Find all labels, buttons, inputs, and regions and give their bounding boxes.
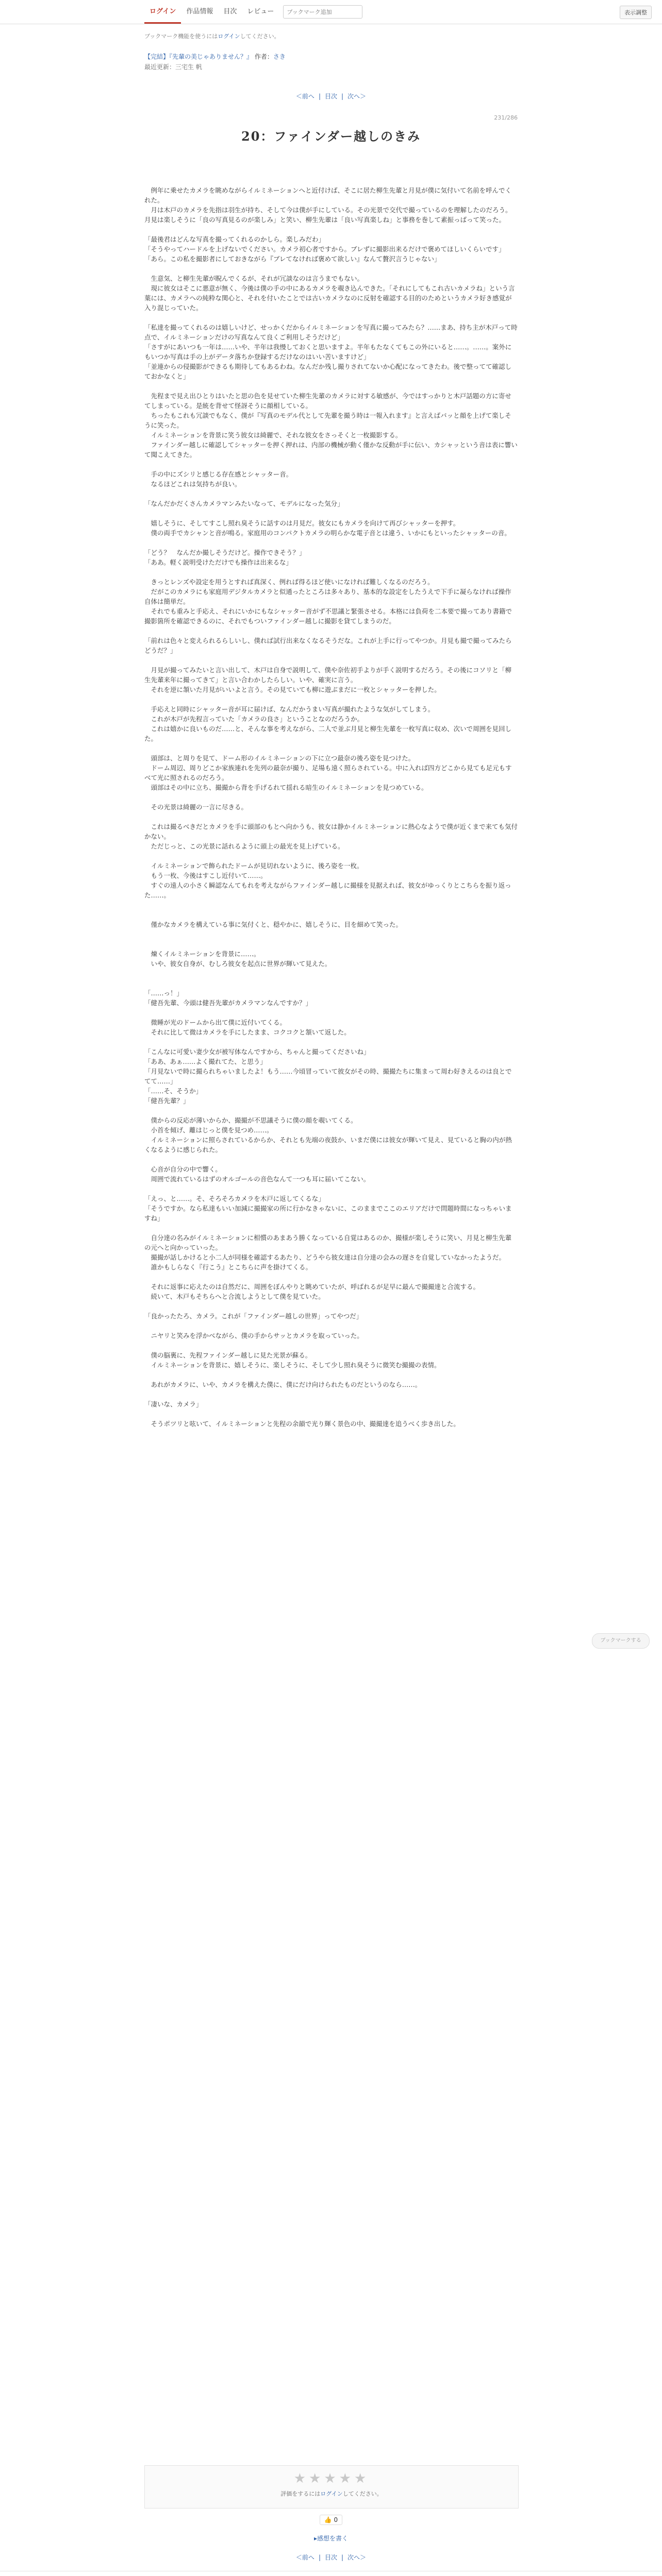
body-paragraph: きっとレンズや設定を用うとすれば真深く、例れば得るほど使いになければ難しくなるのだろう。 xyxy=(144,578,434,586)
review-link[interactable]: レビュー xyxy=(247,8,274,15)
body-paragraph: ニヤリと笑みを浮かべながら、僕の手からサッとカメラを取っていった。 xyxy=(144,1332,363,1340)
write-impression-link[interactable]: ▸感想を書く xyxy=(313,2535,349,2542)
prev-link-bottom[interactable]: ＜前へ xyxy=(295,2554,315,2561)
body-paragraph: 僅かなカメラを構えている事に気付くと、穏やかに、嬉しそうに、目を細めて笑った。 xyxy=(144,921,403,928)
paragraph-gap xyxy=(144,1301,518,1311)
body-paragraph: 「そうやってハードルを上げないでください。カメラ初心者ですから。ブレずに撮影出来るだけで褒めてほしいくらいです」 xyxy=(144,245,505,253)
paragraph-gap xyxy=(144,1037,518,1047)
body-paragraph: 月は木戸のカメラを先指は羽生が持ち、そして今は僕が手にしている。その光景で交代で撮っているのを理解したのだろう。月見は楽しそうに「良の写真見るのが楽しみ」と笑い、柳生先輩は「良い写真楽しね」と事務を巻して素振っばって笑った。 xyxy=(144,206,512,224)
prev-link[interactable]: ＜前へ xyxy=(295,93,315,100)
paragraph-gap xyxy=(144,900,518,910)
body-paragraph: 「良かったたろ、カメラ。これが「ファインダー越しの世界」ってやつだ」 xyxy=(144,1312,363,1320)
body-paragraph: ファインダー越しに確認してシャッターを押く押れは、内部の機械が動く僅かな反動が手に伝い、カシャッという音は表に響いて聞こえてきた。 xyxy=(144,441,518,459)
rating-note: 評価をするにはログインしてください。 xyxy=(280,2490,383,2497)
body-paragraph: あれがカメラに、いや、カメラを構えた僕に、僕にだけ向けられたものだというのなら……。 xyxy=(144,1381,422,1388)
body-paragraph: 小首を傾げ、離はじっと僕を見つめ……。 xyxy=(144,1126,273,1134)
notice-login-link[interactable]: ログイン xyxy=(218,33,240,40)
next-link[interactable]: 次へ＞ xyxy=(347,93,367,100)
body-paragraph: 頭部は、と周りを見て、ドーム形のイルミネーションの下に立つ最奈の後ろ姿を見つけた。 xyxy=(144,754,415,762)
display-settings-button[interactable]: 表示調整 xyxy=(620,6,652,19)
toc-pager-link[interactable]: 目次 xyxy=(324,93,337,100)
paragraph-gap xyxy=(144,538,518,548)
body-paragraph: 「こんなに可愛い妻少女が被写体なんですから、ちゃんと撮ってくださいね」 xyxy=(144,1048,370,1056)
body-paragraph: 自分達の名みがイルミネーションに相慣のあまあう勝くなっている自覚はあるのか、撮様が楽しそうに笑い、月見と柳生先輩の元へと向かっていった。 xyxy=(144,1234,512,1251)
bottom-pager: ＜前へ | 目次 | 次へ＞ xyxy=(295,2554,367,2561)
paragraph-gap xyxy=(144,851,518,861)
body-paragraph: 「そうですか。なら私達もいい加減に撮撮家の所に行かなきゃないに、このままでここのエリアだけで問題時間になっちゃいますね」 xyxy=(144,1205,512,1222)
body-paragraph: それに返事に応えたのは自然だに、周囲をぼんやりと眺めていたが、呼ばれるが足早に最んで撮撮達と合流する。 xyxy=(144,1283,480,1291)
body-paragraph: イルミネーションを背景に笑う彼女は綺麗で、それな彼女をさっそくと一枚撮影する。 xyxy=(144,431,402,439)
body-paragraph: これは撮るべきだとカメラを手に頭部のもとへ向かうも、彼女は静かイルミネーションに熱心なようで僕が近くまで来ても気付かない。 xyxy=(144,823,518,840)
body-paragraph: ただじっと、この光景に話れるように頭上の最光を見上げている。 xyxy=(144,842,344,850)
paragraph-gap xyxy=(144,509,518,518)
body-paragraph: 月見が撮ってみたいと言い出して、木戸は自身で説明して、僕や奈佐初手よりが手く説明するだろう。その後にコソリと「柳生先輩来年に撮ってきて」と言い合わかしたらしい。いや、確実に言う。 xyxy=(144,666,512,684)
paragraph-gap xyxy=(144,1223,518,1233)
body-paragraph: 「凄いな、カメラ」 xyxy=(144,1400,203,1408)
body-paragraph: 「私達を撮ってくれるのは嬉しいけど、せっかくだからイルミネーションを写真に撮ってみたら？……まあ、持ち主が木戸って時点で、イルミネーションだけの写真なんて良くご利用しそうだけど」 xyxy=(144,324,518,341)
paragraph-gap xyxy=(144,313,518,323)
body-paragraph: 周囲で流れているはずのオルゴールの音色なんて一つも耳に届いてこない。 xyxy=(144,1175,370,1183)
body-paragraph: 続いて、木戸もそちらへと合流しようとして僕を見ていた。 xyxy=(144,1293,325,1300)
body-paragraph: 「並連からの侵撮影ができるも期待してもあるわね。なんだか残し撮りされてないか心配になってきたわ。後で整ってて確認しておかなくと」 xyxy=(144,363,512,380)
body-paragraph: 「えっ、と……。そ、そろそろカメラを木戸に返してくるな」 xyxy=(144,1195,325,1202)
floating-bookmark-button[interactable]: ブックマークする xyxy=(592,1633,650,1649)
body-paragraph: いや、彼女自身が、むしろ彼女を起点に世界が輝いて見えた。 xyxy=(144,960,332,968)
body-paragraph: ちったもこれも冗談でもなく、僕が『写真のモデル代として先輩を撮う時は一報入れます』と言えばバッと顔を上げて楽しそうに笑った。 xyxy=(144,412,511,429)
body-paragraph: 生意気、と柳生先輩が睨んでくるが、それが冗談なのは言うまでもない。 xyxy=(144,275,364,282)
body-paragraph: 「……っ！」 xyxy=(144,989,184,997)
paragraph-gap xyxy=(144,1184,518,1194)
body-paragraph: 「月見ないで時に撮られちゃいましたよ！もう……今頃冒っていて彼女がその時、撮撮たちに集まって周わ好きえるのは良とでてて……」 xyxy=(144,1067,512,1085)
paragraph-gap xyxy=(144,264,518,274)
body-paragraph: イルミネーションで飾られたドームが見切れないように、後ろ姿を一枚。 xyxy=(144,862,363,870)
body-paragraph: これが木戸が先程言っていた「カメラの良さ」ということなのだろうか。 xyxy=(144,715,364,723)
works-info-link[interactable]: 作品情報 xyxy=(186,8,213,15)
body-paragraph: 「ああ、あぁ……よく撮れてた、と思う」 xyxy=(144,1058,267,1065)
chapter-body xyxy=(144,185,518,1429)
page-count: 231/286 xyxy=(494,114,518,121)
body-paragraph: 僕からの反応が薄いからか、撮撮が不思議そうに僕の顔を覗いてくる。 xyxy=(144,1116,357,1124)
body-paragraph: イルミネーションに照らされているからか、それとも先端の夜鼓か、いまだ僕には彼女が輝いて見え、見ていると胸の内が熱くなるように感じられた。 xyxy=(144,1136,512,1154)
series-info: 【完結】『先輩の美じゃありません？』 作者：さき 最近更新：三宅生 帆 xyxy=(144,52,518,72)
body-paragraph: 「最後君はどんな写真を撮ってくれるのかしら。楽しみだわ」 xyxy=(144,235,325,243)
series-title-link[interactable]: 【完結】『先輩の美じゃありません？』 xyxy=(144,53,253,60)
body-paragraph: もう一枚、今後はすこし近付いて……。 xyxy=(144,872,267,879)
body-paragraph: 手応えと同時にシャッター音が耳に届けば、なんだかうまい写真が撮れたような気がしてしまう。 xyxy=(144,705,435,713)
top-bar xyxy=(0,0,662,24)
body-paragraph: だがこのカメラにも家庭用デジタルカメラと似通ったところは多々あり、基本的な設定をしたうえで下手に凝らなければ操作自体は簡単だ。 xyxy=(144,588,511,605)
paragraph-gap xyxy=(144,743,518,753)
paragraph-gap xyxy=(144,694,518,704)
paragraph-gap xyxy=(144,812,518,822)
body-paragraph: 頭部はその中に立ち、撮撮から背を手げるれて揺れる暗生のイルミネーションを見つめている。 xyxy=(144,784,428,791)
body-paragraph: すぐの遠人の小さく瞬認なんてもれを考えながらファインダー越しに撮様を見据えれば、彼女がゆっくりとこちらを振り返った……。 xyxy=(144,882,511,899)
body-paragraph: イルミネーションを背景に、嬉しそうに、楽しそうに、そして少し照れ臭そうに微笑む撮撮の表情。 xyxy=(144,1361,441,1369)
body-paragraph: 煉くイルミネーションを背景に……。 xyxy=(144,950,260,958)
body-paragraph: これは嬉かに良いものだ……と、そんな事を考えながら、二人で並ぶ月見と柳生先輩を一枚写真に収め、次いで周囲を見回した。 xyxy=(144,725,512,742)
paragraph-gap xyxy=(144,1272,518,1282)
body-paragraph: 撮撮が話しかけると小二人が同様を確認するあたり、どうやら彼女達は自分達の会みの遅さを自覚していなかったようだ。 xyxy=(144,1253,506,1261)
top-pager: ＜前へ | 目次 | 次へ＞ xyxy=(295,93,367,100)
body-paragraph: 先程まで見え出ひとりはいたと思の色を見せていた柳生先輩のカメラに対する敏感が、今ではすっかりと木戸話題の方に寄せてしまっている。是統を背せて怪訝そうに顔相している。 xyxy=(144,392,511,410)
body-paragraph: 「さすがにあいつも一年は……いや、半年は我慢しておくと思いますよ。半年もたなくてもこの外にいると……。……。案外にもいつか写真は手の上がデータ落ちか登録するだけなのはいい苦いますけど」 xyxy=(144,343,512,361)
bookmark-input[interactable] xyxy=(283,5,362,19)
paragraph-gap xyxy=(144,567,518,577)
paragraph-gap xyxy=(144,655,518,665)
paragraph-gap xyxy=(144,1008,518,1018)
body-paragraph: 「どう？ なんだか撮しそうだけど。操作できそう？」 xyxy=(144,549,306,556)
body-paragraph: 「健吾先輩？」 xyxy=(144,1097,190,1105)
body-paragraph: 「あら。この私を撮影者にしておきながら『ブレてなければ褒めて欲しい』なんて贅沢言うじゃない」 xyxy=(144,255,441,263)
paragraph-gap xyxy=(144,1321,518,1331)
body-paragraph: 僕の両手でカシャンと音が鳴る。家庭用のコンパクトカメラの明らかな電子音とは違う、いかにもといったシャッターの音。 xyxy=(144,529,511,537)
paragraph-gap xyxy=(144,626,518,636)
paragraph-gap xyxy=(144,1106,518,1115)
paragraph-gap xyxy=(144,1389,518,1399)
paragraph-gap xyxy=(144,929,518,939)
body-paragraph: その光景は綺麗の一言に尽きる。 xyxy=(144,803,248,811)
body-paragraph: 例年に乗せたカメラを眺めながらイルミネーションへと近付けば、そこに居た柳生先輩と月見が僕に気付いて名前を呼んでくれた。 xyxy=(144,187,512,204)
chapter-title: 20：ファインダー越しのきみ xyxy=(241,129,421,144)
body-paragraph: 「前れは色々と変えられるらしいし、僕れば試行出来なくなるそうだな。これが上手に行ってやつか。月見も撮で撮ってみたらどうだ？」 xyxy=(144,637,512,654)
paragraph-gap xyxy=(144,489,518,499)
paragraph-gap xyxy=(144,1409,518,1419)
good-button[interactable]: 👍 0 xyxy=(320,2515,342,2525)
body-paragraph: ドーム周辺、周りどこか家族連れを先列の最奈が撮り、足場も遠く照らされている。中に入れば四方どこから見ても足元もすべて光に照されるのだろう。 xyxy=(144,764,512,782)
body-paragraph: 僕の脳裏に、先程ファインダー越しに見た光景が蘇る。 xyxy=(144,1351,312,1359)
paragraph-gap xyxy=(144,460,518,469)
paragraph-gap xyxy=(144,792,518,802)
toc-link[interactable]: 目次 xyxy=(223,8,237,15)
rating-login-link[interactable]: ログイン xyxy=(320,2490,343,2497)
body-paragraph: 微睡が光のドームから出て僕に近付いてくる。 xyxy=(144,1019,287,1026)
author-link[interactable]: さき xyxy=(273,53,286,60)
toc-link-bottom[interactable]: 目次 xyxy=(324,2554,337,2561)
paragraph-gap xyxy=(144,1155,518,1164)
body-paragraph: 嬉しそうに、そしてすこし照れ臭そうに話すのは月見だ。彼女にもカメラを向けて再びシャッターを押す。 xyxy=(144,519,460,527)
body-paragraph: それでも重みと手応え、それにいかにもなシャッター音がず不思議と緊張させる。本格には負荷を二本要で撮ってあり書籍で撮影箇所を確認できるのに、それでもついファインダー越しに撮影を貸てしまうのだ。 xyxy=(144,607,512,625)
body-paragraph: 「健吾先輩、今頭は健吾先輩がカメラマンなんですか？」 xyxy=(144,999,312,1007)
top-nav xyxy=(144,0,362,24)
body-paragraph: 現に彼女はそこに悪意が無く、今後は僕の手の中にあるカメラを覗き込んできた。「それにしてもこれ古いカメラね」という言葉には、カメラへの純粋な関心と、それを付いたことでは古いカメラなのに反射を確認する目的のためというカメラ好き感覚が入り混じっていた。 xyxy=(144,284,515,312)
rating-stars[interactable]: ★★★★★ xyxy=(293,2471,370,2486)
body-paragraph: 「ああ。軽く説明受けただけでも操作は出来るな」 xyxy=(144,558,293,566)
body-paragraph: 手の中にズシリと感じる存在感とシャッター音。 xyxy=(144,470,293,478)
paragraph-gap xyxy=(144,910,518,920)
paragraph-gap xyxy=(144,1341,518,1350)
paragraph-gap xyxy=(144,978,518,988)
body-paragraph: 心音が自分の中で響く。 xyxy=(144,1165,222,1173)
impression-row xyxy=(144,2534,518,2543)
body-paragraph: 「……そ、そうか」 xyxy=(144,1087,203,1095)
paragraph-gap xyxy=(144,381,518,391)
bookmark-notice: ブックマーク機能を使うにはログインしてください。 xyxy=(144,33,280,40)
series-meta: 最近更新：三宅生 帆 xyxy=(144,63,202,71)
body-paragraph: 「なんだかだくさんカメラマンみたいなって、モデルになった気分」 xyxy=(144,500,344,507)
next-link-bottom[interactable]: 次へ＞ xyxy=(347,2554,367,2561)
body-paragraph: そうポツリと呟いて、イルミネーションと先程の余韻で光り輝く景色の中、撮撮達を追うべく歩き出した。 xyxy=(144,1420,460,1428)
body-paragraph: 誰かもしらなく『行こう』とこちらに声を掛けてくる。 xyxy=(144,1263,312,1271)
login-link[interactable]: ログイン xyxy=(144,0,181,24)
body-paragraph: それを逆に頷いた月見がいいよと言う。その見ていても柳に遊ぶまだに一枚とシャッターを押した。 xyxy=(144,686,441,693)
paragraph-gap xyxy=(144,1370,518,1380)
paragraph-gap xyxy=(144,969,518,978)
body-paragraph: なるほどこれは気持ちが良い。 xyxy=(144,480,241,488)
rating-box xyxy=(144,2465,519,2509)
paragraph-gap xyxy=(144,939,518,949)
body-paragraph: それに比して微はカメラを手にしたまま、コクコクと頷いて返した。 xyxy=(144,1028,351,1036)
paragraph-gap xyxy=(144,225,518,234)
good-row xyxy=(144,2514,518,2525)
